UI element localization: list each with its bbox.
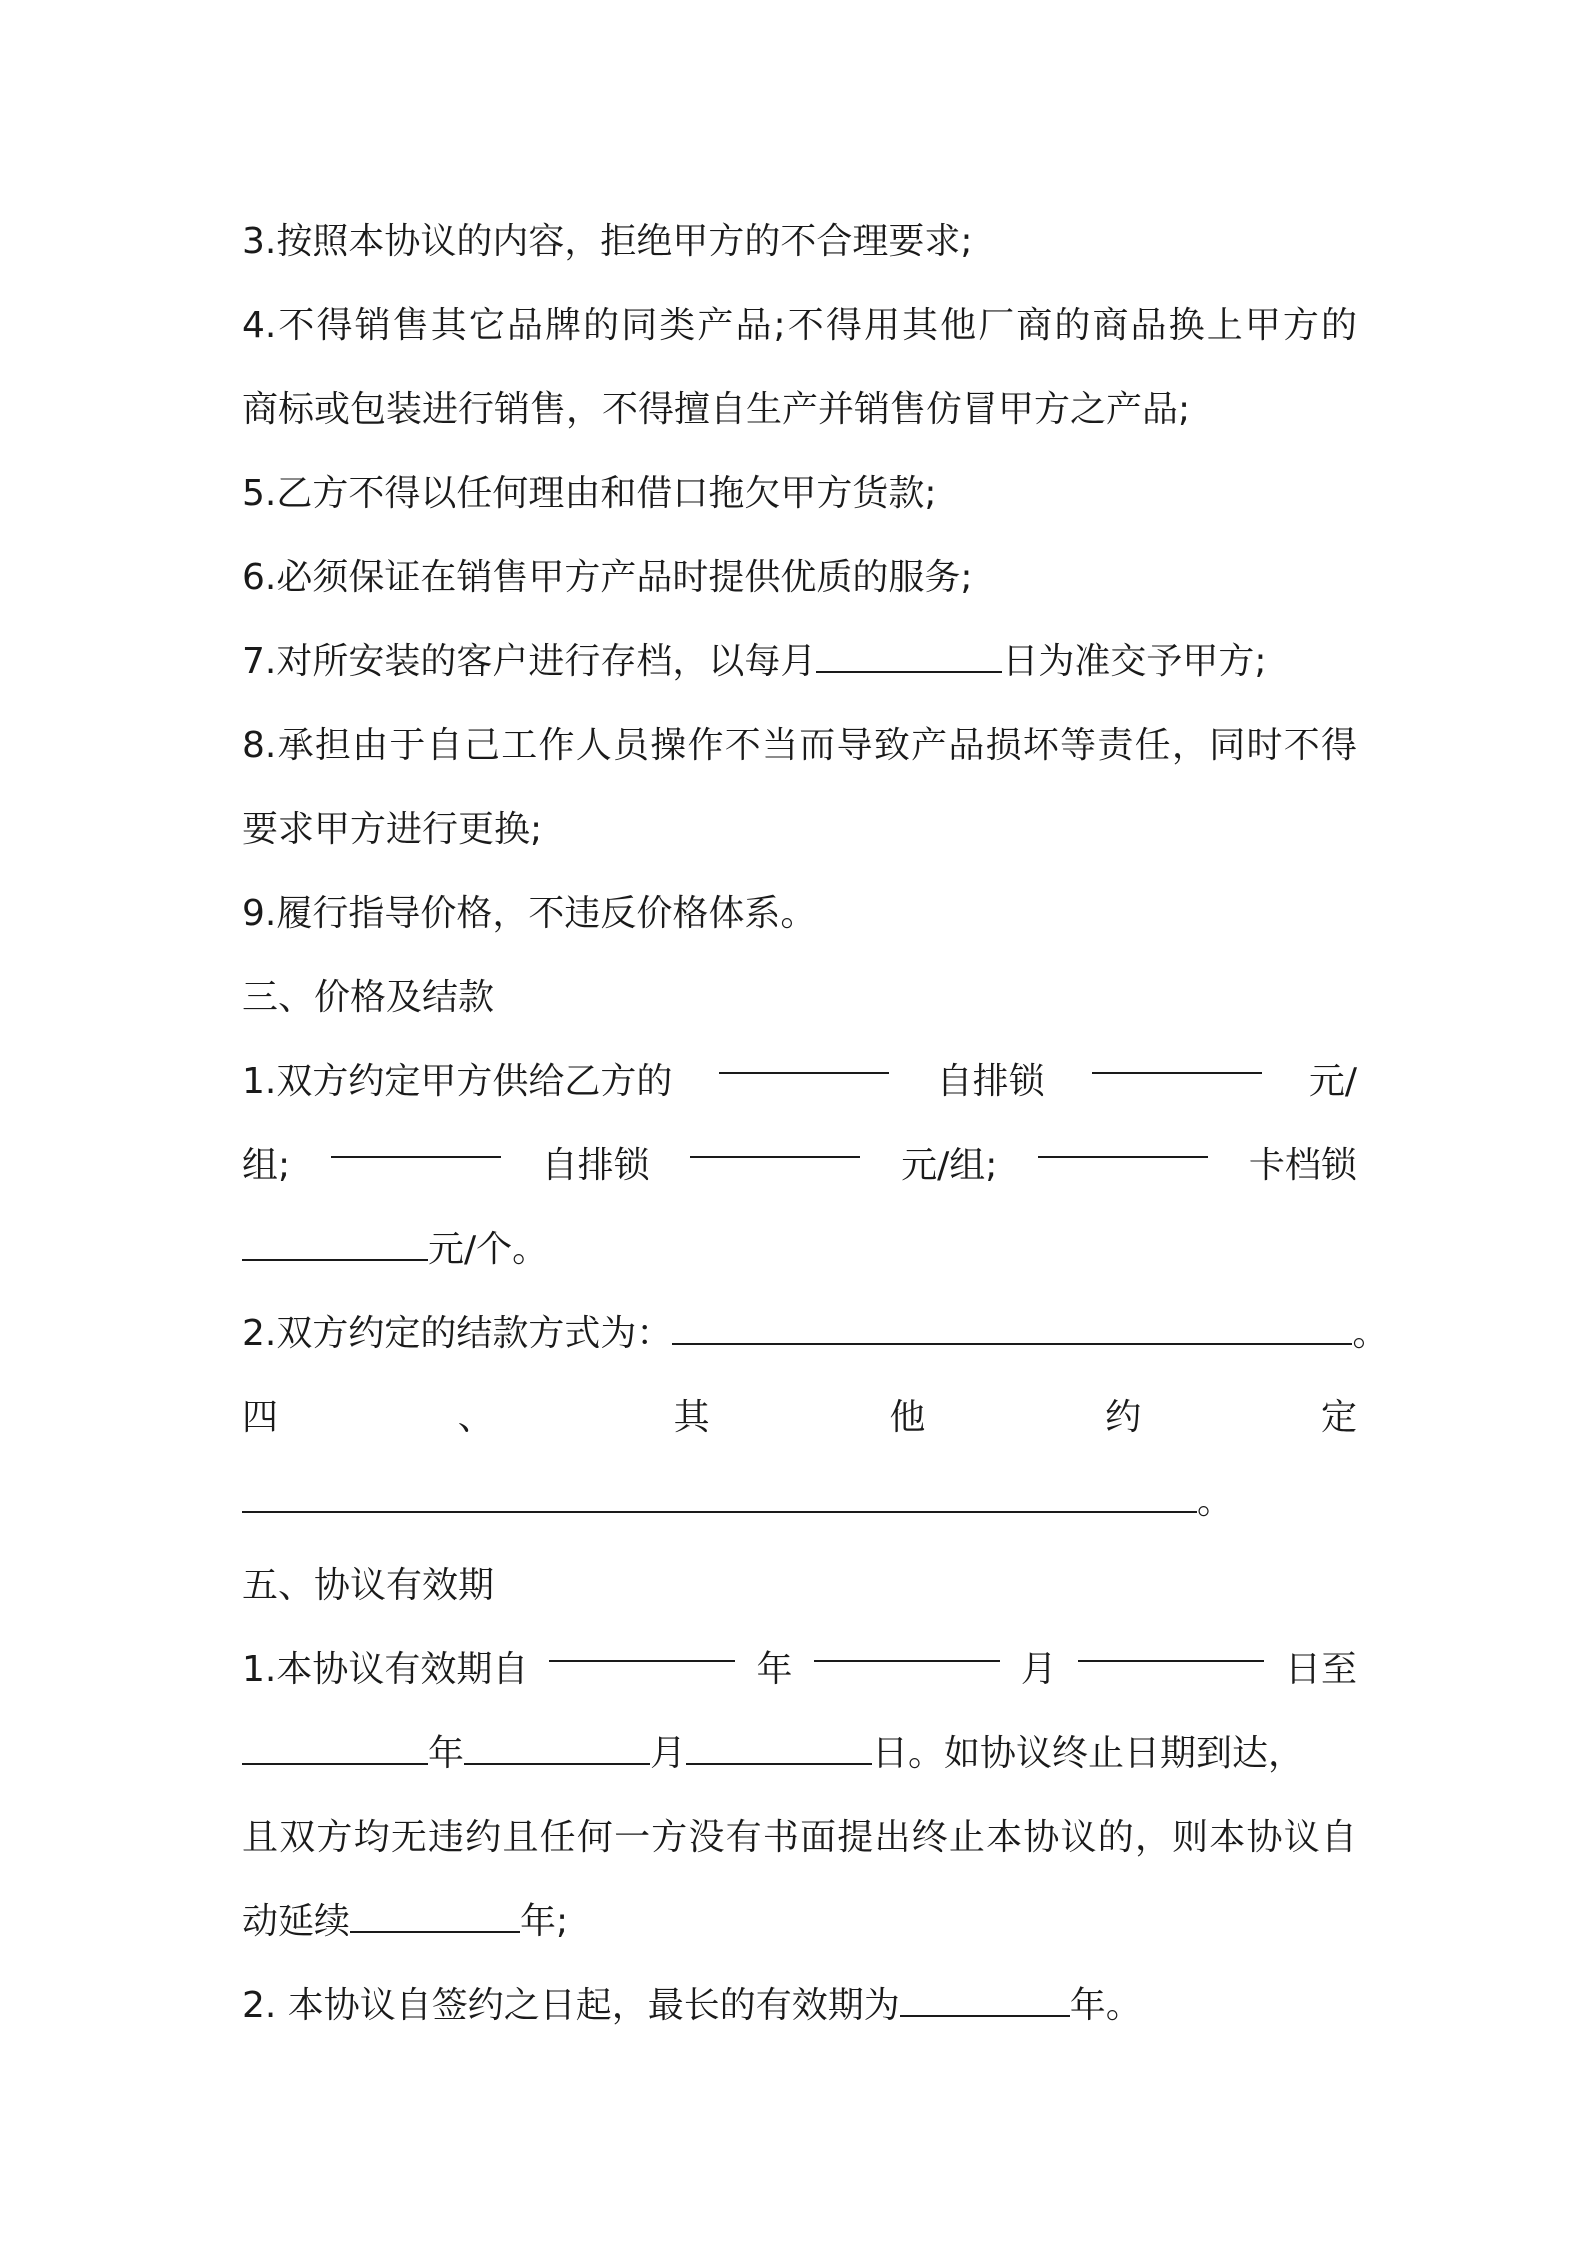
price-text: 自排锁	[936, 1061, 1045, 1102]
validity-text: 1.本协议有效期自	[242, 1649, 529, 1690]
clause-6: 6.必须保证在销售甲方产品时提供优质的服务;	[242, 557, 973, 598]
clause-7-text-start: 7.对所安装的客户进行存档，以每月	[242, 641, 817, 682]
validity-clause-1-line2	[242, 1712, 1357, 1796]
heading-char: 约	[1105, 1397, 1142, 1438]
fill-blank	[686, 1731, 872, 1765]
clause-8-line2: 要求甲方进行更换;	[242, 809, 543, 850]
validity-text: 月	[1020, 1649, 1057, 1690]
price-text: 元/组;	[901, 1145, 998, 1186]
clause-3: 3.按照本协议的内容，拒绝甲方的不合理要求;	[242, 221, 973, 262]
validity-text: 日至	[1284, 1649, 1357, 1690]
clause-9: 9.履行指导价格，不违反价格体系。	[242, 893, 817, 934]
fill-blank	[242, 1479, 1197, 1513]
clause-5: 5.乙方不得以任何理由和借口拖欠甲方货款;	[242, 473, 937, 514]
price-text: 自排锁	[541, 1145, 650, 1186]
heading-char: 其	[673, 1397, 710, 1438]
heading-char: 定	[1320, 1397, 1357, 1438]
heading-char: 他	[889, 1397, 926, 1438]
fill-blank	[242, 1731, 428, 1765]
fill-blank	[350, 1899, 520, 1933]
price-text: 卡档锁	[1248, 1145, 1357, 1186]
fill-blank	[816, 639, 1002, 673]
price-clause-2	[242, 1292, 1389, 1376]
fill-blank	[242, 1227, 428, 1261]
heading-char: 四	[242, 1397, 279, 1438]
price-text: 元/个。	[428, 1229, 549, 1270]
validity-text: 月	[650, 1733, 687, 1774]
clause-7-text-end: 日为准交予甲方;	[1002, 641, 1267, 682]
validity-clause-1-line1	[242, 1628, 1357, 1712]
price-text: 元/	[1308, 1061, 1357, 1102]
fill-blank	[900, 1983, 1070, 2017]
section-heading-other	[242, 1376, 1357, 1460]
validity-text: 日。如协议终止日期到达，	[872, 1733, 1305, 1774]
price-text: 组;	[242, 1145, 291, 1186]
other-terms-line	[242, 1460, 1357, 1544]
section-heading-validity: 五、协议有效期	[242, 1565, 495, 1606]
fill-blank	[814, 1628, 1000, 1662]
validity-text: 年	[756, 1649, 793, 1690]
validity-text: 2. 本协议自签约之日起，最长的有效期为	[242, 1985, 900, 2026]
fill-blank	[464, 1731, 650, 1765]
price-clause-1-line3	[242, 1208, 1357, 1292]
fill-blank	[1038, 1124, 1208, 1158]
fill-blank	[672, 1311, 1352, 1345]
heading-char: 、	[457, 1397, 494, 1438]
validity-clause-1-line3: 且双方均无违约且任何一方没有书面提出终止本协议的，则本协议自	[242, 1817, 1357, 1858]
fill-blank	[549, 1628, 735, 1662]
clause-4-line1: 4.不得销售其它品牌的同类产品;不得用其他厂商的商品换上甲方的	[242, 305, 1357, 346]
clause-4-line2: 商标或包装进行销售，不得擅自生产并销售仿冒甲方之产品;	[242, 389, 1191, 430]
period-mark: 。	[1352, 1313, 1389, 1354]
document-page	[242, 200, 1389, 2048]
validity-text: 年	[428, 1733, 465, 1774]
settlement-text: 2.双方约定的结款方式为：	[242, 1313, 673, 1354]
fill-blank	[719, 1040, 889, 1074]
clause-7	[242, 620, 1357, 704]
fill-blank	[1092, 1040, 1262, 1074]
fill-blank	[1078, 1628, 1264, 1662]
fill-blank	[331, 1124, 501, 1158]
validity-clause-2	[242, 1964, 1357, 2048]
section-heading-price: 三、价格及结款	[242, 977, 495, 1018]
period-mark: 。	[1197, 1481, 1234, 1522]
price-text: 1.双方约定甲方供给乙方的	[242, 1061, 673, 1102]
price-clause-1-line1	[242, 1040, 1357, 1124]
clause-8-line1: 8.承担由于自己工作人员操作不当而导致产品损坏等责任，同时不得	[242, 725, 1357, 766]
price-clause-1-line2	[242, 1124, 1357, 1208]
validity-clause-1-line4	[242, 1880, 1357, 1964]
validity-text: 动延续	[242, 1901, 351, 1942]
fill-blank	[690, 1124, 860, 1158]
validity-text: 年。	[1069, 1985, 1142, 2026]
validity-text: 年;	[520, 1901, 569, 1942]
